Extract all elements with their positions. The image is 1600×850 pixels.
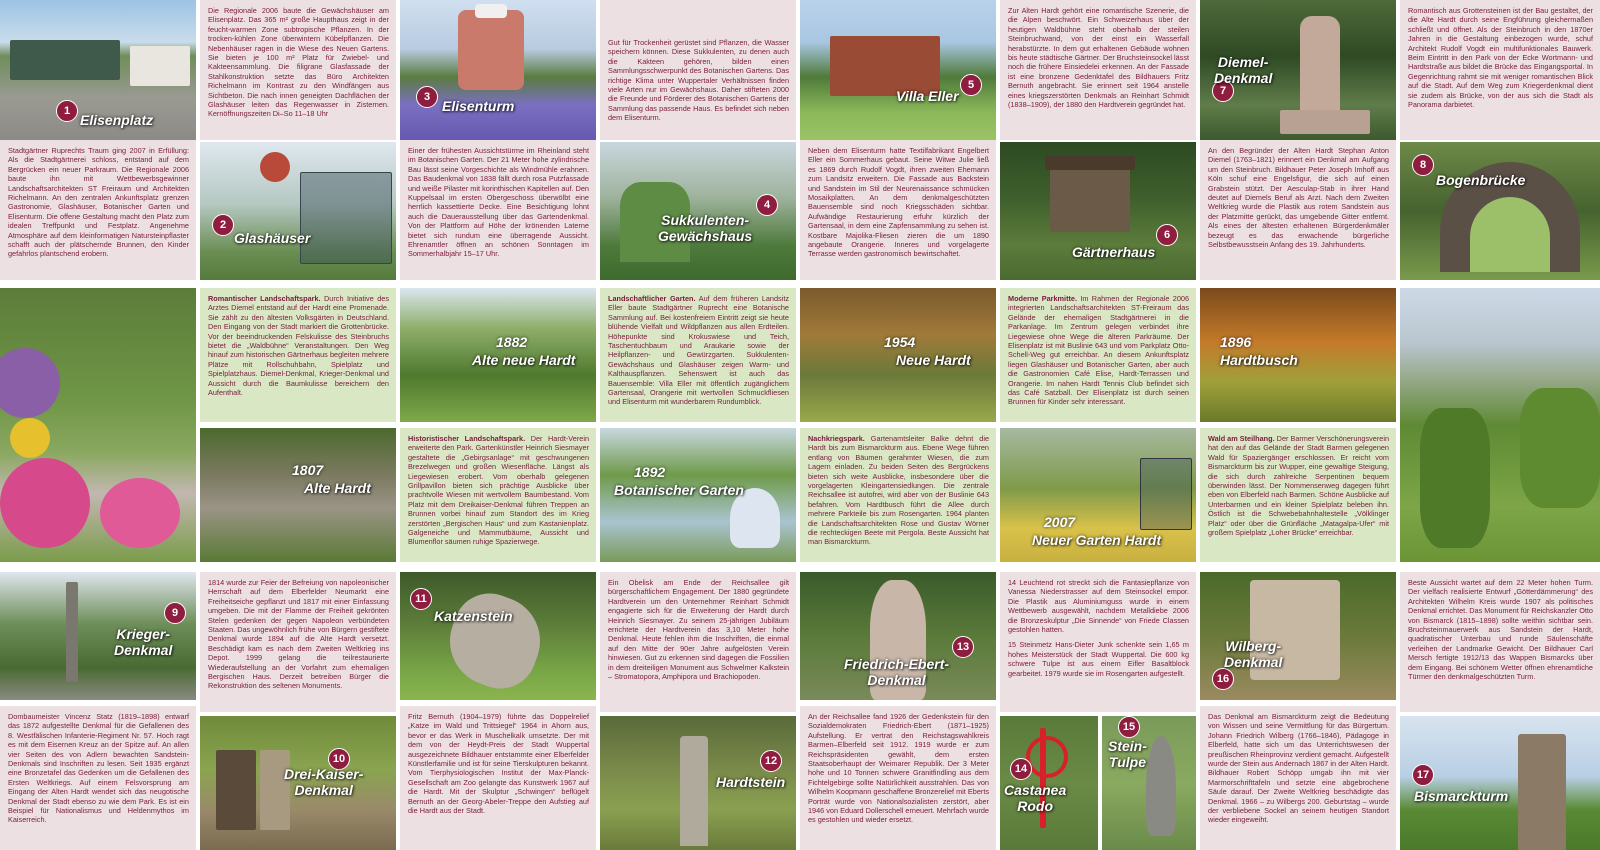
text-historistischer-landschaftspark: Historistischer Landschaftspark. Der Hardt-Verein erweiterte den Park. Gartenkünstler Heinrich Siesmayer gestaltete die „Gebirgsanlage“ mit geschwungenen Brezelwegen und großen Wiesenfläche. Längst als Liegewiesen erobert. Vom oberhalb gelegenen Grillpavillon bieten sich prächtige Ausblicke über prachtvolle Wiesen mit wertvollem Baumbestand. Vom Platz mit dem Dreikaiser-Denkmal führen Treppen an Brunnen vorbei hinauf zum Standort des im Krieg zerstörten „Bergischen Haus“ und zum Kastanienplatz. Galgeneiche und Mammutbäume, Aussicht und Blumenflor säumen ruhige Spazierwege. bbox=[400, 428, 596, 562]
photo-glashaeuser bbox=[200, 142, 396, 280]
year-1892: 1892 bbox=[634, 464, 666, 480]
text-romantischer-landschaftspark: Romantischer Landschaftspark. Durch Initiative des Arztes Diemel entstand auf der Hardt eine Promenade. Sie zählt zu den ältesten Volksgärten in Deutschland. Den Eingang von der Stadt markiert die Grottenbrücke. Vor der beeindruckenden Felskulisse des Steinbruchs bietet die „Waldbühne“ Veranstaltungen. Den Weg hinauf zum historischen Gärtnerhaus begleiten mehrere Plätze mit Rollschuhbahn, Spielplatz und Spielplatzhaus. Diemel-Denkmal, Krieger-Denkmal und Aussicht durch die Baumkulisse bereichern den Aufenthalt. bbox=[200, 288, 396, 422]
label-neuer-garten-hardt: Neuer Garten Hardt bbox=[1032, 532, 1162, 548]
badge-10: 10 bbox=[328, 748, 350, 770]
year-1954: 1954 bbox=[884, 334, 916, 350]
badge-14: 14 bbox=[1010, 758, 1032, 780]
photo-rhododendron-path bbox=[0, 288, 196, 562]
label-diemel: Diemel- Denkmal bbox=[1214, 54, 1273, 86]
year-1807: 1807 bbox=[292, 462, 324, 478]
photo-stein-tulpe bbox=[1102, 716, 1196, 850]
label-katzenstein: Katzenstein bbox=[434, 608, 513, 624]
badge-1: 1 bbox=[56, 100, 78, 122]
label-botanischer-garten: Botanischer Garten bbox=[614, 482, 744, 498]
text-krieger-denkmal: Dombaumeister Vincenz Statz (1819–1898) entwarf das 1872 aufgestellte Denkmal für die Gefallenen des 8. Westfälischen Infanterie-Regiment Nr. 57. Hoch ragt es mit dem Eisernen Kreuz an der Spitze auf. An allen vier Seiten des von Adlern bewachten Sandstein-Denkmals sind Inschriften zu lesen. Seit 1935 ergänzt eine Bronzetafel das Gedenken um die Gefallenen des Ersten Weltkriegs. Auf einem Felsvorsprung am Eingang der Alten Hardt wendet sich das neugotische Denkmal der Stadt ebenso zu wie dem Park. Es ist ein Beispiel für Nationalismus und Heldenmythos im Kaiserreich. bbox=[0, 706, 196, 850]
year-1882: 1882 bbox=[496, 334, 528, 350]
photo-botanischer-garten bbox=[600, 428, 796, 562]
badge-13: 13 bbox=[952, 636, 974, 658]
text-friedrich-ebert-denkmal: An der Reichsallee fand 1926 der Gedenkstein für den Sozialdemokraten Friedrich-Ebert (1871–1925) Aufstellung. Er vertrat den Reichstagswahlkreis Barmen–Elberfeld seit 1912. 1919 wurde er zum Reichspräsidenten gewählt, dem ersten Staatsoberhaupt der Weimarer Republik. Der 3 Meter hohe und 10 Tonnen schwere Granitfindling aus dem Fichtelgebirge sollte Natürlichkeit ausstrahlen. Das von Wilhelm Koopmann geschaffene Bronzerelief mit Eberts Porträt wurde von Nationalsozialisten zerstört, aber 1946 von Eduard Dollerschell erneuert. Mehrfach wurde es gestohlen und wieder ersetzt. bbox=[800, 706, 996, 850]
photo-katzenstein bbox=[400, 572, 596, 700]
photo-bogenbruecke bbox=[1400, 142, 1600, 280]
label-elisenplatz: Elisenplatz bbox=[80, 112, 154, 128]
photo-elisenplatz bbox=[0, 0, 196, 140]
photo-villa-eller bbox=[800, 0, 996, 140]
text-bogenbruecke: Romantisch aus Grottensteinen ist der Bau gestaltet, der die Alte Hardt durch seine Engführung gleichermaßen schließt und öffnet. Als der Steinbruch in den 1870er Jahren in die Gestaltung einbezogen wurde, schuf Architekt Rudolf Vogdt ein multifunktionales Bauwerk. Beim Eintritt in den Park von der Ecke Wortmann- und Hardtstraße aus bildet die Brücke das Eingangsportal. In Gegenrichtung rahmt sie mit weniger romantischen Blick auf die Stadt. Auf dem Weg zum Kriegerdenkmal dient sie zudem als Brücke, von der aus sich die Stadt als Panorama darbietet. bbox=[1400, 0, 1600, 140]
photo-neue-hardt bbox=[800, 288, 996, 422]
text-sukkulenten: Gut für Trockenheit gerüstet sind Pflanzen, die Wasser speichern können. Diese Sukkulenten, zu denen auch die Kakteen gehören, bilden einen Sammlungsschwerpunkt des Botanischen Gartens. Das richtige Klima unter Wuppertaler Verhältnissen finden viele Arten nur im Gewächshaus. Daher stifteten 2000 die Freunde und Förderer des Botanischen Gartens der Sammlung das passende Haus. Es befindet sich neben dem Elisenturm. bbox=[600, 0, 796, 140]
badge-12: 12 bbox=[760, 750, 782, 772]
label-hardtstein: Hardtstein bbox=[716, 774, 786, 790]
photo-diemel bbox=[1200, 0, 1396, 140]
label-alte-hardt: Alte Hardt bbox=[304, 480, 371, 496]
photo-drei-kaiser-denkmal bbox=[200, 716, 396, 850]
badge-6: 6 bbox=[1156, 224, 1178, 246]
photo-krieger-denkmal bbox=[0, 572, 196, 700]
badge-16: 16 bbox=[1212, 668, 1234, 690]
label-alte-neue-hardt: Alte neue Hardt bbox=[472, 352, 576, 368]
badge-5: 5 bbox=[960, 74, 982, 96]
badge-2: 2 bbox=[212, 214, 234, 236]
label-drei-kaiser-denkmal: Drei-Kaiser- Denkmal bbox=[284, 766, 364, 798]
year-2007: 2007 bbox=[1044, 514, 1076, 530]
badge-8: 8 bbox=[1412, 154, 1434, 176]
photo-gaertnerhaus bbox=[1000, 142, 1196, 280]
text-alte-hardt-szenerie: Zur Alten Hardt gehört eine romantische Szenerie, die die Alpen beschwört. Ein Schweizerhaus über der heutigen Waldbühne steht oberhalb der steilen Steinbruchwand, von der einst ein Wasserfall herabstürzte. In dem gut erhaltenen Gebäude wohnen bis heute städtische Gärtner. Der Bruchsteinsockel lässt noch die frühere Einsiedelei erkennen. An der Fassade ist eine bronzene Gedenktafel des Bildhauers Fritz Bernuth angebracht. Sie erinnert seit 1964 anstelle eines kriegszerstörten Denkmals an Reinhart Schmidt (1838–1909), der 1880 den Hardtverein gegründet hat. bbox=[1000, 0, 1196, 140]
year-1896: 1896 bbox=[1220, 334, 1252, 350]
text-elisenplatz: Stadtgärtner Ruprechts Traum ging 2007 in Erfüllung: Als die Stadtgärtnerei schloss, entstand auf dem Bergrücken ein neuer Parkraum. Die Regionale 2006 baute ihn mit Wettbewerbsgewinner Landschaftsarchitekten ST Freiraum und Architekten Richelmann. An den zentralen Ankunftsplatz grenzen Gastronomie, Glashäuser, Botanischer Garten und Elisenturm. Die offene Gestaltung macht den Platz zum idealen Treffpunkt und Festplatz. Angenehme Atmosphäre auf dem kleinformatigen Natursteinpflaster schafft auch der plätschernde Brunnen, den Kinder gefahrlos plantschend erobern. bbox=[0, 140, 196, 280]
photo-sukkulenten bbox=[600, 142, 796, 280]
label-friedrich-ebert-denkmal: Friedrich-Ebert- Denkmal bbox=[844, 656, 950, 688]
label-wilberg-denkmal: Wilberg- Denkmal bbox=[1224, 638, 1283, 670]
label-gaertnerhaus: Gärtnerhaus bbox=[1072, 244, 1156, 260]
text-hardtstein: Ein Obelisk am Ende der Reichsallee gilt bürgerschaftlichem Engagement. Der 1880 gegründete Hardtverein um den Unternehmer Reinhart Schmidt engagierte sich für die Erweiterung der Hardt durch Heinrich Siesmayer. Zu seinem 25-jährigen Jubiläum errichtete der Hardtverein das 3,10 Meter hohe Denkmal. Heute fehlen ihm die Inschriften, die einmal auf den Mitte der 90er Jahre aufgelösten Verein hinwiesen. Gut zu erkennen sind dagegen die Fossilien in dem dreiteiligen Monument aus Schwelmer Kalkstein – Stromatopora, Amphipora und Brachiopoden. bbox=[600, 572, 796, 712]
text-drei-kaiser-denkmal: 1814 wurde zur Feier der Befreiung von napoleonischer Herrschaft auf dem Elberfelder Neumarkt eine Freiheitseiche gepflanzt und 1817 mit einer Einfassung umgeben. Die mit der Flamme der Freiheit gekrönten Stelen gedenken der gegen Napoleon verbündeten Staaten. Das ungewöhnlich frühe von Bürgern gestiftete Denkmal wurde 1894 auf die Alte Hardt versetzt. Beschädigt kam es nach dem Zweiten Weltkrieg ins Depot. 1999 gelang die teilrestaurierte Wiederaufstellung an der Vorfahrt zum ehemaligen Bergischen Haus. Derzeit betreiben Bürger die Rekonstruktion des seltenen Monuments. bbox=[200, 572, 396, 712]
badge-9: 9 bbox=[164, 602, 186, 624]
text-castanea-steintulpe: 14 Leuchtend rot streckt sich die Fantasiepflanze von Vanessa Niederstrasser auf dem Steinsockel empor. Die Plastik aus Aluminiumguss wurde in einem Wettbewerb ausgewählt, nachdem Metalldiebe 2006 die Bronzeskulptur „Die Sinnende“ von Friede Classen gestohlen hatten. 15 Steinmetz Hans-Dieter Junk schenkte sein 1,65 m hohes Meisterstück der Stadt Wuppertal. Die 600 kg schwere Tulpe ist aus einem Eifler Basaltblock gearbeitet. 1979 wurde sie im Rosengarten aufgestellt. bbox=[1000, 572, 1196, 712]
text-bismarckturm: Beste Aussicht wartet auf dem 22 Meter hohen Turm. Der vielfach realisierte Entwurf „Götterdämmerung“ des Architekten Wilhelm Kreis wurde 1907 als politisches Denkmal errichtet. Das Monument für Reichskanzler Otto von Bismarck (1815–1898) sollte weithin sichtbar sein. Bruchsteinmauerwerk aus Sandstein der Hardt, quadratischer Unterbau und runde Säulenschäfte verleihen der Landmarke Gewicht. Der Bildhauer Carl Mersch fertigte 1912/13 das Wappen Bismarcks über dem Eingang. Bei schönem Wetter öffnen ehrenamtliche Türmer den denkmalgeschützten Turm. bbox=[1400, 572, 1600, 712]
text-wald-am-steilhang: Wald am Steilhang. Der Barmer Verschönerungsverein hat den auf das Gelände der Stadt Barmen gelegenen Wald für Spaziergänger erschlossen. Er reicht vom Bismarckturm bis zur Wupper, eine gewaltige Steigung, die sich durch zahlreiche Serpentinen bequem überwinden lässt. Der Nommensenweg dagegen führt eben von Elberfeld nach Barmen. Schöne Ausblicke auf Unterbarmen und ein kleiner Spielplatz beleben ihn. Östlich ist die Schwebebahnhaltestelle „Völklinger Platz“ oder über die Grünfläche „Matagalpa-Ufer“ mit großem Spielplatz „Loher Brücke“ erreichbar. bbox=[1200, 428, 1396, 562]
label-sukkulenten: Sukkulenten- Gewächshaus bbox=[658, 212, 753, 244]
badge-4: 4 bbox=[756, 194, 778, 216]
text-villa-eller: Neben dem Elisenturm hatte Textilfabrikant Engelbert Eller ein Sommerhaus gebaut. Seine Witwe Julie ließ es 1869 durch Rudolf Vogdt, ihren zweiten Ehemann zum Landsitz erweitern. Die Fassade aus Backstein und Sandstein im Stil der Neurenaissance schmücken Mosaikplatten. An dem denkmalgeschützten Bauensemble sind noch Kriegsschäden sichtbar. Aufwändige Restaurierung erfuhr kürzlich der Gartensaal, in dem eine Zapfensammlung zu sehen ist. Kostbare Majolika-Fliesen zieren die um 1890 angebaute Orangerie. Inneres und vorgelagerte Terrasse werden gastronomisch bewirtschaftet. bbox=[800, 140, 996, 280]
text-wilberg-denkmal: Das Denkmal am Bismarckturm zeigt die Bedeutung von Wissen und seine Vermittlung für das Bürgertum. Johann Friedrich Wilberg (1766–1846), Pädagoge in Elberfeld, hatte sich um das Unterrichtswesen der preußischen Rheinprovinz verdient gemacht. Aufgestellt wurde der Stein aus Andernach 1867 in der Alten Hardt. Bildhauer Robert Schöpp umgab ihn mit vier Marmorschrifttafeln und setzte eine abgebrochene Säule darauf. Der Zweite Weltkrieg beschädigte das Denkmal. 1966 – zu Wilbergs 200. Geburtstag – wurde der verbliebene Sockel an seinem heutigen Standort wieder eingeweiht. bbox=[1200, 706, 1396, 850]
label-stein-tulpe: Stein- Tulpe bbox=[1108, 738, 1147, 770]
photo-hardtbusch bbox=[1200, 288, 1396, 422]
text-nachkriegspark: Nachkriegspark. Gartenamtsleiter Balke dehnt die Hardt bis zum Bismarckturm aus. Ebene Wege führen entlang von Bäumen gerahmter Wiesen, die zum Lagern einladen. Zu beiden Seiten des Bergrückens bieten sich weite Ausblicke, insbesondere über die vorgelagerten Kleingartensiedlungen. Die zentrale Reichsallee ist autofrei, wird aber von der Buslinie 643 befahren. Vom Hardtbusch führt die Allee durch mehrere Parkteile bis zum Rosengarten. 1964 planten die Landschaftsarchitekten Rose und Gustav Wörner die rechteckigen Beete mit Pergola. Beste Aussicht hat man Bismarckturm. bbox=[800, 428, 996, 562]
text-katzenstein: Fritz Bernuth (1904–1979) führte das Doppelrelief „Katze im Wald und Trittsiegel“ 1964 in Ahorn aus, bevor er das Werk in Muschelkalk umsetzte. Der mit dem von der Heydt-Preis der Stadt Wuppertal ausgezeichnete Bildhauer entstammte einer Elberfelder Künstlerfamilie und ist für seine Tierskulpturen bekannt. Vom Tierphysiologischen Institut der Max-Planck-Gesellschaft am Zoo gelangte das Kunstwerk 1967 auf die Hardt. Mit der Skulptur „Schwingen“ beflügelt Bernuth an der Georg-Abeler-Treppe den Aufstieg auf die Hardt aus der Stadt. bbox=[400, 706, 596, 850]
text-landschaftlicher-garten: Landschaftlicher Garten. Auf dem früheren Landsitz Eller baute Stadtgärtner Ruprecht eine Botanische Sammlung auf. Bei kostenfreiem Eintritt zeigt sie heute blühende Vielfalt und Wildpflanzen aus allen Erdteilen. Höhepunkte sind Krokuswiese und Teich, Taschentuchbaum und Araukarie sowie der Heilpflanzen- und Gewürzgarten. Sukkulenten-Gewächshaus und Glashäuser zeigen Warm- und Kalthauspflanzen. Sehenswert ist auch das Bauensemble: Villa Eller mit öffentlich zugänglichem Gartensaal, Orangerie mit wertvollen Schmuckfliesen und Elisenturm mit wunderbarem Rundumblick. bbox=[600, 288, 796, 422]
label-neue-hardt: Neue Hardt bbox=[896, 352, 971, 368]
label-elisenturm: Elisenturm bbox=[442, 98, 515, 114]
photo-neuer-garten-hardt bbox=[1000, 428, 1196, 562]
photo-alte-hardt bbox=[200, 428, 396, 562]
label-glashaeuser: Glashäuser bbox=[234, 230, 311, 246]
badge-17: 17 bbox=[1412, 764, 1434, 786]
label-hardtbusch: Hardtbusch bbox=[1220, 352, 1298, 368]
label-krieger-denkmal: Krieger- Denkmal bbox=[114, 626, 173, 658]
label-bismarckturm: Bismarckturm bbox=[1414, 788, 1509, 804]
text-moderne-parkmitte: Moderne Parkmitte. Im Rahmen der Regionale 2006 integrierten Landschaftsarchitekten ST-Freiraum das Gelände der ehemaligen Stadtgärtnerei in die Parkanlage. Im Zentrum gelegen verbindet ihre Liegewiese ohne Wege die älteren Parkräume. Der Elisenplatz ist mit Buslinie 643 und vom Parkplatz Otto-Schell-Weg gut erreichbar. An diesem Ankunftsplatz liegen Glashäuser und Botanischer Garten, aber auch die Gastronomien Café Elise, Hardt-Terrassen und Orangerie. Im nahen Hardt Tennis Club befindet sich das Café Satzball. Der Elisenplatz ist durch seinen Brunnen für Kinder sehr interessant. bbox=[1000, 288, 1196, 422]
badge-15: 15 bbox=[1118, 716, 1140, 738]
photo-wilberg-denkmal bbox=[1200, 572, 1396, 700]
badge-11: 11 bbox=[410, 588, 432, 610]
photo-elisenturm bbox=[400, 0, 596, 140]
photo-castanea-rodo bbox=[1000, 716, 1098, 850]
photo-friedrich-ebert-denkmal bbox=[800, 572, 996, 700]
photo-alte-neue-hardt bbox=[400, 288, 596, 422]
photo-bismarckturm bbox=[1400, 716, 1600, 850]
text-diemel: An den Begründer der Alten Hardt Stephan Anton Diemel (1763–1821) erinnert ein Denkmal am Aufgang um den Steinbruch. Bildhauer Peter Joseph Imhoff aus Köln schuf eine Engelsfigur, die sich auf einen Grabstein stützt. Der Aesculap-Stab in ihrer Hand deutet auf Diemels Beruf als Arzt. Nach dem Zweiten Weltkrieg wurde die Plastik aus rotem Sandstein aus der Platzmitte gerückt, das umgebende Gitter entfernt. Als eines der ältesten erhaltenen Bürgerdenkmäler bezeugt es das erwachende bürgerliche Selbstbewusstsein Anfang des 19. Jahrhunderts. bbox=[1200, 140, 1396, 280]
badge-7: 7 bbox=[1212, 80, 1234, 102]
photo-hardtstein bbox=[600, 716, 796, 850]
label-castanea-rodo: Castanea Rodo bbox=[1004, 782, 1067, 814]
text-glashaeuser: Die Regionale 2006 baute die Gewächshäuser am Elisenplatz. Das 365 m² große Haupthaus zeigt in der feucht-warmen Zone subtropische Pflanzen. In der trocken-kühlen Zone überwintern Kübelpflanzen. Die Nebenhäuser ragen in die Wiese des Neuen Gartens. Sie bieten je 100 m² Platz für Zwiebel- und Kakteensammlung. Die filigrane Glasfassade der Stahlkonstruktion setzte das Büro Architekten Richelmann im Kontrast zu den Windfängen aus Sichtbeton. Die nach innen geneigten Dachflächen der Glashäuser leiten das Regenwasser in Zisternen. Kernöffnungszeiten Di–So 11–18 Uhr bbox=[200, 0, 396, 140]
text-elisenturm: Einer der frühesten Aussichtstürme im Rheinland steht im Botanischen Garten. Der 21 Meter hohe zylindrische Bau lässt seine Vorgeschichte als Windmühle erahnen. Das Baudenkmal von 1838 fällt durch rosa Putzfassade und weiße Pilaster mit korinthischen Kapitellen auf. Den Kuppelsaal im ersten Obergeschoss überwölbt eine herrlich kassettierte Decke. Eine Besichtigung lohnt auch die Dauerausstellung über das Gartendenkmal. Von der Plattform auf Höhe der krönenden Laterne bietet sich rundum eine überragende Aussicht. Ehrenamtler öffnen an schönen Sonntagen im Sommerhalbjahr 15–17 Uhr. bbox=[400, 140, 596, 280]
label-villa-eller: Villa Eller bbox=[896, 88, 959, 104]
photo-stadtblick bbox=[1400, 288, 1600, 562]
label-bogenbruecke: Bogenbrücke bbox=[1436, 172, 1526, 188]
badge-3: 3 bbox=[416, 86, 438, 108]
